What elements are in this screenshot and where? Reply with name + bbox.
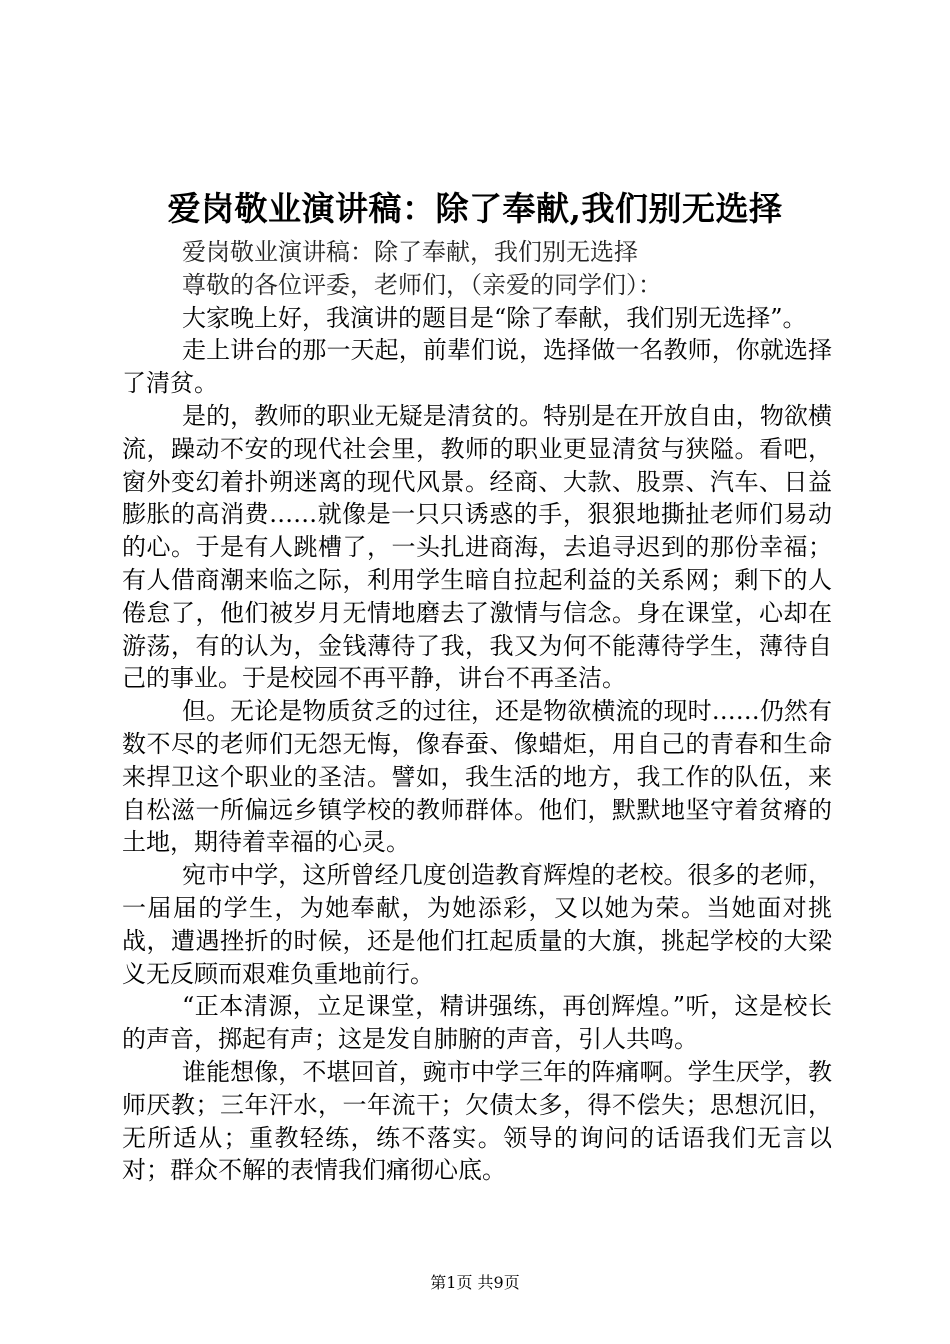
paragraph-subtitle: 爱岗敬业演讲稿：除了奉献，我们别无选择 xyxy=(182,238,638,266)
paragraph: 走上讲台的那一天起，前辈们说，选择做一名教师，你就选择了清贫。 xyxy=(122,336,832,398)
paragraph: 宛市中学，这所曾经几度创造教育辉煌的老校。很多的老师，一届届的学生，为她奉献，为她添彩，又以她为荣。当她面对挑战，遭遇挫折的时候，还是他们扛起质量的大旗，挑起学校的大梁义无反顾而艰难负重地前行。 xyxy=(122,861,832,988)
paragraph: 谁能想像，不堪回首，豌市中学三年的阵痛啊。学生厌学，教师厌教；三年汗水，一年流干；欠债太多，得不偿失；思想沉旧，无所适从；重教轻练，练不落实。领导的询问的话语我们无言以对；群众不解的表情我们痛彻心底。 xyxy=(122,1057,832,1185)
paragraph-salutation: 尊敬的各位评委，老师们，（亲爱的同学们）： xyxy=(182,270,662,299)
paragraph: 但。无论是物质贫乏的过往，还是物欲横流的现时……仍然有数不尽的老师们无怨无悔，像春蚕、像蜡炬，用自己的青春和生命来捍卫这个职业的圣洁。譬如，我生活的地方，我工作的队伍，来自松滋一所偏远乡镇学校的教师群体。他们，默默地坚守着贫瘠的土地，期待着幸福的心灵。 xyxy=(122,697,832,857)
paragraph: “正本清源，立足课堂，精讲强练，再创辉煌。”听，这是校长的声音，掷起有声；这是发自肺腑的声音，引人共鸣。 xyxy=(122,992,832,1054)
paragraph: 是的，教师的职业无疑是清贫的。特别是在开放自由，物欲横流，躁动不安的现代社会里，教师的职业更显清贫与狭隘。看吧，窗外变幻着扑朔迷离的现代风景。经商、大款、股票、汽车、日益膨胀的高消费……就像是一只只诱惑的手，狠狠地撕扯老师们易动的心。于是有人跳槽了，一头扎进商海，去追寻迟到的那份幸福；有人借商潮来临之际，利用学生暗自拉起利益的关系网；剩下的人倦怠了，他们被岁月无情地磨去了激情与信念。身在课堂，心却在游荡，有的认为，金钱薄待了我，我又为何不能薄待学生，薄待自己的事业。于是校园不再平静，讲台不再圣洁。 xyxy=(122,401,832,693)
paragraph-greeting: 大家晚上好，我演讲的题目是“除了奉献，我们别无选择”。 xyxy=(182,303,807,332)
page-number-footer: 第1页 共9页 xyxy=(430,1273,520,1292)
document-body xyxy=(122,236,832,1187)
document-title: 爱岗敬业演讲稿：除了奉献,我们别无选择 xyxy=(167,189,783,228)
